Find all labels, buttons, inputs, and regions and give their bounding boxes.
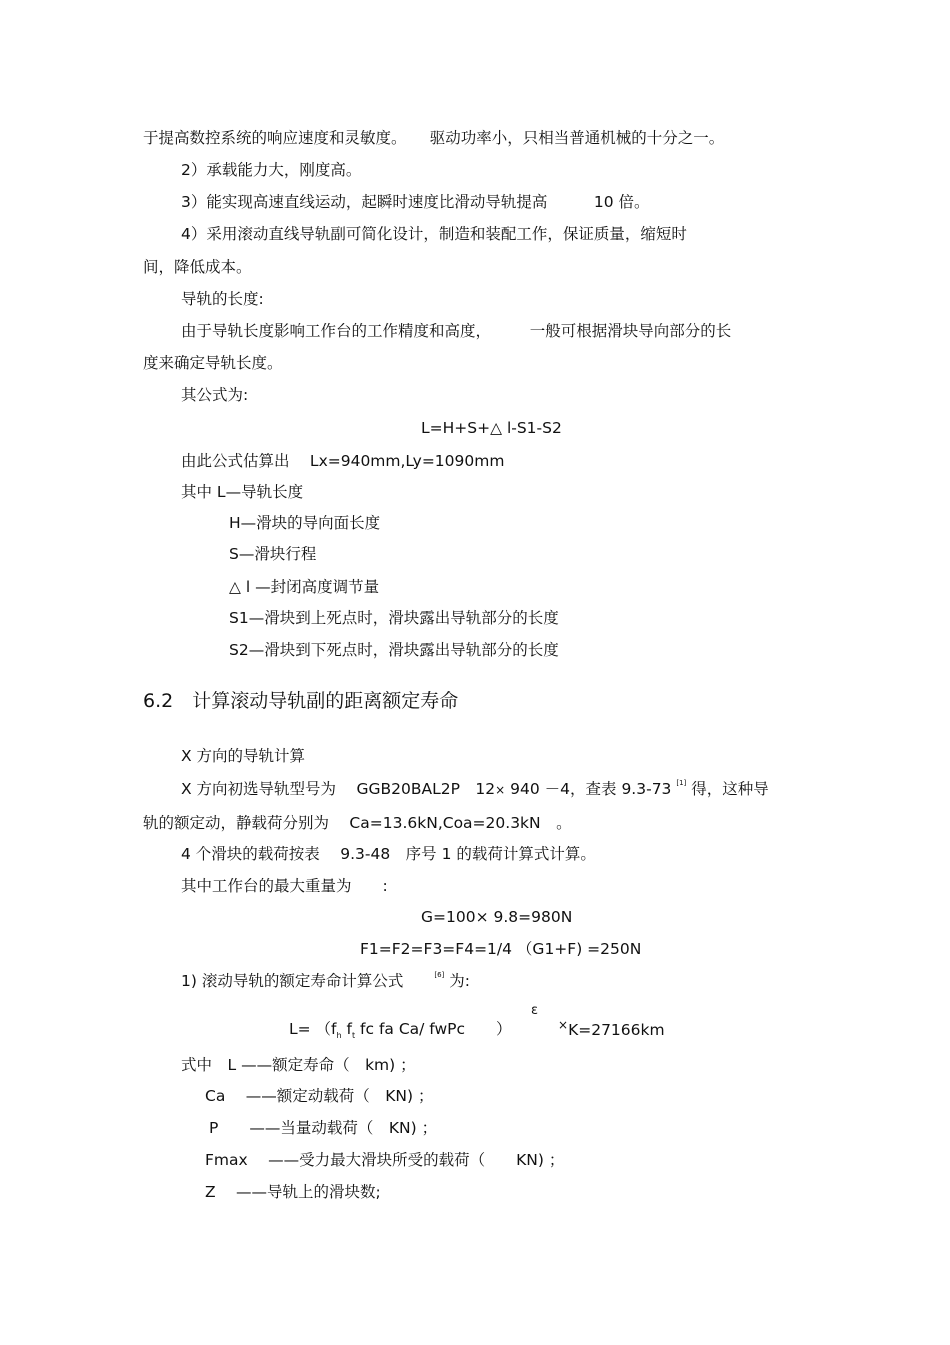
formula-life xyxy=(289,1019,512,1046)
times-sign: × xyxy=(558,1018,569,1032)
text-line: △ l —封闭高度调节量 xyxy=(229,578,380,596)
text-line: 3）能实现高速直线运动，起瞬时速度比滑动导轨提高 10 倍。 xyxy=(181,193,650,211)
text-line: Z ——导轨上的滑块数; xyxy=(205,1183,381,1201)
text-span: 1) 滚动导轨的额定寿命计算公式 xyxy=(181,972,435,990)
text-span: K=27166km xyxy=(568,1021,665,1039)
text-line xyxy=(181,779,769,800)
text-span: f xyxy=(341,1020,352,1038)
text-line xyxy=(181,971,470,991)
epsilon-exponent: ε xyxy=(531,1003,539,1018)
text-line: S1—滑块到上死点时，滑块露出导轨部分的长度 xyxy=(229,609,559,627)
text-line: 轨的额定动，静载荷分别为 Ca=13.6kN,Coa=20.3kN 。 xyxy=(143,814,572,832)
text-line: 由此公式估算出 Lx=940mm,Ly=1090mm xyxy=(181,452,505,470)
text-line: 其中工作台的最大重量为 : xyxy=(181,877,388,895)
subscript: t xyxy=(351,1031,356,1041)
citation: [6] xyxy=(434,971,445,979)
text-line: 4 个滑块的载荷按表 9.3-48 序号 1 的载荷计算式计算。 xyxy=(181,845,596,863)
text-line: X 方向的导轨计算 xyxy=(181,747,306,765)
citation: [1] xyxy=(676,779,687,787)
text-span: fc fa Ca/ fwPc ） xyxy=(355,1020,512,1038)
text-line: Ca ——额定动载荷（ KN) ； xyxy=(205,1087,434,1105)
section-heading: 6.2 计算滚动导轨副的距离额定寿命 xyxy=(143,690,459,712)
text-line: 于提高数控系统的响应速度和灵敏度。 驱动功率小，只相当普通机械的十分之一。 xyxy=(143,129,725,147)
text-line: 度来确定导轨长度。 xyxy=(143,354,283,372)
text-line: Fmax ——受力最大滑块所受的载荷（ KN) ； xyxy=(205,1151,565,1169)
text-line: 4）采用滚动直线导轨副可简化设计，制造和装配工作，保证质量，缩短时 xyxy=(181,225,687,243)
formula-load: F1=F2=F3=F4=1/4 （G1+F) =250N xyxy=(360,940,642,958)
text-line: 导轨的长度: xyxy=(181,290,264,308)
subscript: h xyxy=(336,1031,342,1041)
formula-length: L=H+S+△ l-S1-S2 xyxy=(421,419,562,437)
text-span: 为: xyxy=(444,972,470,990)
text-span: 940 －4，查表 9.3-73 xyxy=(505,780,677,798)
text-line: 其公式为: xyxy=(181,386,249,404)
times-sign: × xyxy=(495,783,506,797)
text-span: 得，这种导 xyxy=(686,780,769,798)
text-line: 其中 L—导轨长度 xyxy=(181,483,304,501)
text-span: L= （f xyxy=(289,1020,337,1038)
text-line: 式中 L ——额定寿命（ km) ； xyxy=(181,1056,416,1074)
text-line: 间，降低成本。 xyxy=(143,258,252,276)
text-line: S2—滑块到下死点时，滑块露出导轨部分的长度 xyxy=(229,641,559,659)
text-line: 2）承载能力大，刚度高。 xyxy=(181,161,362,179)
formula-life-result xyxy=(558,1020,665,1041)
text-line: H—滑块的导向面长度 xyxy=(229,514,381,532)
formula-weight: G=100× 9.8=980N xyxy=(421,908,573,926)
text-span: X 方向初选导轨型号为 GGB20BAL2P 12 xyxy=(181,780,496,798)
text-line: P ——当量动载荷（ KN) ； xyxy=(209,1119,438,1137)
text-line: 由于导轨长度影响工作台的工作精度和高度， 一般可根据滑块导向部分的长 xyxy=(181,322,732,340)
text-line: S—滑块行程 xyxy=(229,545,317,563)
